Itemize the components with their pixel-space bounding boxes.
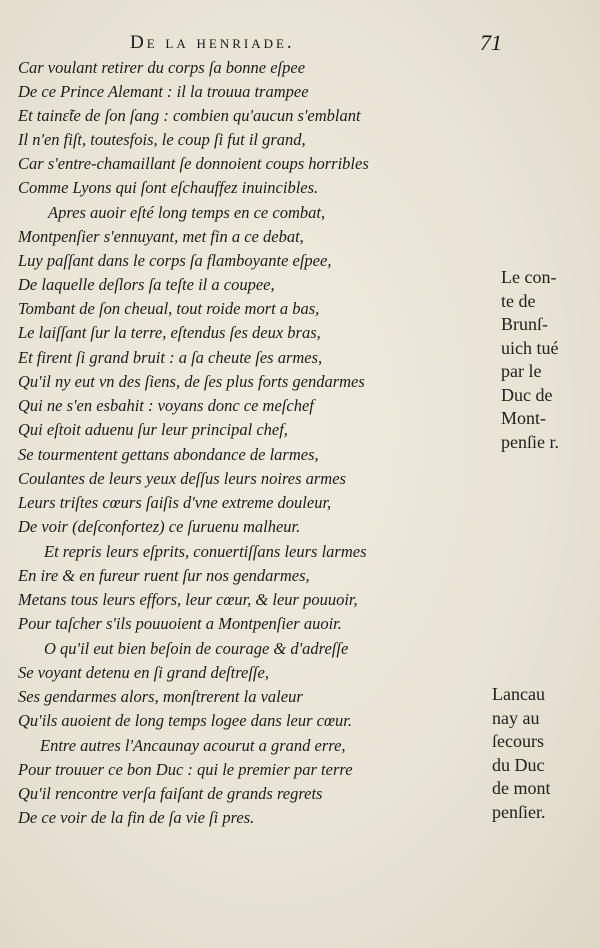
margin-note-line: Duc de — [501, 384, 553, 405]
verse-line-13: Et firent ſi grand bruit : a ſa cheute ſes armes, — [18, 348, 323, 367]
margin-note-line: Brunſ- — [501, 314, 548, 334]
verse-line-8: Montpenſier s'ennuyant, met fin a ce debat, — [18, 227, 304, 246]
verse-line-10: De laquelle deſlors ſa teſte il a coupee, — [18, 275, 275, 294]
verse-line-26: Se voyant detenu en ſi grand deſtreſſe, — [18, 663, 269, 682]
verse-line-1: Car voulant retirer du corps ſa bonne eſpee — [18, 58, 306, 77]
verse-line-29: Entre autres l'Ancaunay acourut a grand erre, — [40, 736, 346, 755]
verse-line-3: Et tainɛ̃te de ſon ſang : combien qu'aucun s'emblant — [18, 106, 361, 125]
verse-line-32: De ce voir de la fin de ſa vie ſi pres. — [18, 808, 255, 827]
verse-line-11: Tombant de ſon cheual, tout roide mort a bas, — [18, 299, 320, 318]
verse-line-16: Qui eſtoit aduenu ſur leur principal chef, — [18, 420, 288, 439]
margin-note-line: Mont- — [501, 408, 546, 428]
margin-note-lancaunay — [492, 683, 551, 824]
margin-note-brunswick — [501, 266, 559, 454]
page-number: 71 — [480, 30, 502, 55]
verse-line-9: Luy paſſant dans le corps ſa flamboyante eſpee, — [18, 251, 332, 270]
verse-line-25: O qu'il eut bien beſoin de courage & d'adreſſe — [44, 639, 349, 658]
verse-line-23: Metans tous leurs effors, leur cœur, & leur pouuoir, — [18, 590, 358, 609]
verse-line-31: Qu'il rencontre verſa faiſant de grands regrets — [18, 784, 323, 803]
verse-line-24: Pour taſcher s'ils pouuoient a Montpenſier auoir. — [18, 614, 342, 633]
margin-note-line: ſecours — [492, 731, 544, 751]
margin-note-line: penſie r. — [501, 431, 559, 452]
running-header: De la henriade. — [130, 32, 295, 53]
margin-note-line: de mont — [492, 778, 551, 798]
verse-line-4: Il n'en fiſt, toutesfois, le coup ſi fut il grand, — [18, 130, 306, 149]
verse-line-7: Apres auoir eſté long temps en ce combat, — [48, 203, 326, 222]
verse-line-22: En ire & en fureur ruent ſur nos gendarmes, — [18, 566, 310, 585]
verse-line-15: Qui ne s'en esbahit : voyans donc ce meſchef — [18, 396, 314, 415]
margin-note-line: du Duc — [492, 754, 545, 775]
margin-note-line: Lancau — [492, 684, 545, 704]
verse-line-2: De ce Prince Alemant : il la trouua trampee — [18, 82, 309, 101]
verse-line-27: Ses gendarmes alors, monſtrerent la valeur — [18, 687, 303, 706]
margin-note-line: par le — [501, 361, 542, 381]
verse-line-14: Qu'il ny eut vn des ſiens, de ſes plus forts gendarmes — [18, 372, 365, 391]
margin-note-line: penſier. — [492, 801, 546, 822]
verse-line-5: Car s'entre-chamaillant ſe donnoient coups horribles — [18, 154, 369, 173]
margin-note-line: Le con- — [501, 267, 557, 287]
verse-line-6: Comme Lyons qui ſont eſchauffez inuincibles. — [18, 178, 319, 197]
margin-note-line: te de — [501, 290, 536, 311]
verse-line-30: Pour trouuer ce bon Duc : qui le premier par terre — [18, 760, 353, 779]
margin-note-line: uich tué — [501, 337, 559, 358]
margin-note-line: nay au — [492, 707, 540, 728]
verse-line-21: Et repris leurs eſprits, conuertiſſans leurs larmes — [44, 542, 367, 561]
verse-line-20: De voir (deſconfortez) ce ſuruenu malheur. — [18, 517, 301, 536]
verse-line-18: Coulantes de leurs yeux deſſus leurs noires armes — [18, 469, 346, 488]
verse-line-12: Le laiſſant ſur la terre, eſtendus ſes deux bras, — [18, 323, 321, 342]
verse-line-17: Se tourmentent gettans abondance de larmes, — [18, 445, 319, 464]
verse-line-28: Qu'ils auoient de long temps logee dans leur cœur. — [18, 711, 352, 730]
verse-line-19: Leurs triſtes cœurs ſaiſis d'vne extreme douleur, — [18, 493, 332, 512]
